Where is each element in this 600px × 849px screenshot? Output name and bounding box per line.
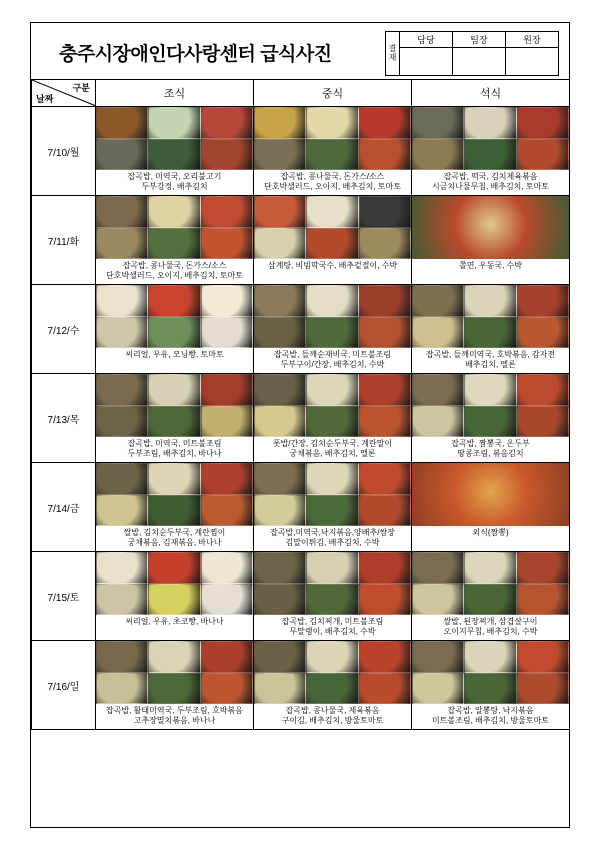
tray-compartment-3	[201, 196, 253, 228]
approval-sign-box-1	[453, 48, 506, 76]
tray-compartment-5	[148, 139, 200, 171]
tray-compartment-2	[464, 552, 516, 584]
menu-text-lunch	[254, 170, 411, 195]
tray-compartment-2	[306, 107, 358, 139]
tray-compartment-2	[464, 107, 516, 139]
menu-text-line-1: 잡곡밥, 활태미역국, 두부조림, 호박볶음	[106, 706, 243, 715]
menu-text-line-1: 잡곡밥, 미역국, 미트볼조림	[127, 439, 222, 448]
meal-cell-dinner	[412, 107, 570, 196]
tray-compartment-5	[306, 673, 358, 705]
meal-photo-dinner-row-1	[412, 107, 569, 170]
row-date-cell: 7/10/월	[32, 107, 96, 196]
meal-cell-breakfast	[96, 196, 254, 285]
tray-compartment-1	[96, 552, 148, 584]
approval-side-char-1: 결	[388, 43, 397, 53]
tray-compartment-6	[359, 584, 411, 616]
meal-cell-dinner	[412, 463, 570, 552]
tray-compartment-3	[201, 374, 253, 406]
meal-cell-lunch	[254, 641, 412, 730]
menu-text-line-1: 잡곡밥,미역국,낙지볶음,양배추/쌈장	[270, 528, 395, 537]
tray-compartment-5	[464, 673, 516, 705]
tray-compartment-1	[254, 552, 306, 584]
table-header-row	[32, 80, 570, 107]
corner-label-category: 구분	[72, 83, 90, 93]
table-row	[32, 552, 570, 641]
tray-compartment-3	[201, 552, 253, 584]
tray-compartment-2	[464, 374, 516, 406]
menu-text-line-2: 두부강정, 배추김치	[141, 182, 208, 191]
menu-text-line-1: 삼계탕, 비빔막국수, 배추겉절이, 수박	[267, 261, 398, 270]
meal-photo-dinner-row-4	[412, 374, 569, 437]
tray-compartment-4	[412, 139, 464, 171]
menu-text-breakfast	[96, 526, 253, 551]
meal-photo-tray	[254, 196, 411, 259]
tray-compartment-5	[148, 584, 200, 616]
menu-text-line-1: 씨리얼, 우유, 초코빵, 바나나	[125, 617, 224, 626]
tray-compartment-4	[254, 406, 306, 438]
menu-text-line-2: 단호박샐러드, 오이지, 배추김치, 토마토	[264, 182, 401, 191]
tray-compartment-2	[148, 196, 200, 228]
meal-photo-lunch-row-7	[254, 641, 411, 704]
tray-compartment-1	[96, 196, 148, 228]
meal-photo-tray	[412, 641, 569, 704]
meal-photo-lunch-row-4	[254, 374, 411, 437]
menu-text-line-2: 미트볼조림, 배추김치, 방울토마토	[431, 716, 550, 725]
menu-text-breakfast	[96, 348, 253, 373]
column-header-dinner: 석식	[412, 80, 570, 107]
meal-table-body	[32, 107, 570, 730]
tray-compartment-4	[96, 228, 148, 260]
meal-photo-tray	[96, 374, 253, 437]
tray-compartment-4	[254, 673, 306, 705]
meal-photo-breakfast-row-5	[96, 463, 253, 526]
tray-compartment-5	[306, 584, 358, 616]
tray-compartment-3	[517, 374, 569, 406]
meal-cell-dinner	[412, 552, 570, 641]
menu-text-line-1: 잡곡밥, 짬뽕국, 온두부	[451, 439, 530, 448]
tray-compartment-6	[359, 228, 411, 260]
meal-photo-dinner-row-7	[412, 641, 569, 704]
tray-compartment-3	[359, 641, 411, 673]
tray-compartment-1	[412, 107, 464, 139]
menu-text-lunch	[254, 348, 411, 373]
row-date-cell: 7/16/일	[32, 641, 96, 730]
meal-photo-tray	[96, 285, 253, 348]
tray-compartment-3	[201, 463, 253, 495]
menu-text-dinner	[412, 259, 569, 284]
menu-text-line-1: 씨리얼, 우유, 모닝빵, 토마토	[125, 350, 224, 359]
meal-cell-breakfast	[96, 463, 254, 552]
corner-label-date: 날짜	[36, 94, 54, 104]
sheet-header	[31, 23, 569, 79]
menu-text-breakfast	[96, 437, 253, 462]
menu-text-line-2: 땅콩조림, 볶음김치	[457, 449, 524, 458]
row-date-cell: 7/15/토	[32, 552, 96, 641]
tray-compartment-4	[254, 584, 306, 616]
meal-photo-tray	[96, 463, 253, 526]
tray-compartment-5	[306, 406, 358, 438]
menu-text-line-1: 잡곡밥, 들깨순재비국, 미트볼조림	[273, 350, 392, 359]
tray-compartment-6	[359, 406, 411, 438]
tray-compartment-3	[201, 285, 253, 317]
row-date-cell: 7/12/수	[32, 285, 96, 374]
tray-compartment-2	[464, 641, 516, 673]
tray-compartment-3	[517, 107, 569, 139]
menu-text-line-1: 잡곡밥, 들깨미역국, 호박볶음, 감자전	[425, 350, 556, 359]
tray-compartment-1	[254, 196, 306, 228]
menu-text-line-1: 잡곡밥, 알뽕탕, 낙지볶음	[447, 706, 534, 715]
tray-compartment-6	[359, 495, 411, 527]
tray-compartment-2	[148, 552, 200, 584]
menu-text-breakfast	[96, 259, 253, 284]
meal-photo-lunch-row-3	[254, 285, 411, 348]
menu-text-line-2: 고추장멸치볶음, 바나나	[133, 716, 216, 725]
meal-cell-lunch	[254, 285, 412, 374]
tray-compartment-3	[359, 196, 411, 228]
menu-text-line-1: 잡곡밥, 미역국, 오리불고기	[127, 172, 222, 181]
tray-compartment-4	[96, 317, 148, 349]
meal-photo-lunch-row-5	[254, 463, 411, 526]
tray-compartment-6	[359, 317, 411, 349]
tray-compartment-5	[306, 139, 358, 171]
meal-cell-lunch	[254, 463, 412, 552]
tray-compartment-4	[254, 495, 306, 527]
tray-compartment-5	[148, 495, 200, 527]
menu-text-line-2: 궁채볶음, 배추김치, 멜론	[289, 449, 376, 458]
meal-photo-lunch-row-6	[254, 552, 411, 615]
meal-photo-lunch-row-2	[254, 196, 411, 259]
approval-sign-box-0	[400, 48, 453, 76]
menu-text-line-2: 오이지무침, 배추김치, 수박	[443, 627, 538, 636]
column-header-breakfast: 조식	[96, 80, 254, 107]
tray-compartment-5	[464, 139, 516, 171]
meal-photo-dinner-row-3	[412, 285, 569, 348]
tray-compartment-6	[517, 406, 569, 438]
menu-text-dinner	[412, 437, 569, 462]
tray-compartment-2	[306, 196, 358, 228]
tray-compartment-4	[412, 406, 464, 438]
tray-compartment-6	[517, 673, 569, 705]
table-row	[32, 196, 570, 285]
menu-text-breakfast	[96, 170, 253, 195]
approval-sign-box-2	[506, 48, 559, 76]
meal-photo-breakfast-row-4	[96, 374, 253, 437]
menu-text-line-2: 두부조림, 배추김치, 바나나	[127, 449, 222, 458]
menu-text-line-1: 잡곡밥, 김치찌개, 미트볼조림	[281, 617, 384, 626]
tray-compartment-3	[201, 107, 253, 139]
tray-compartment-5	[148, 673, 200, 705]
menu-text-line-2: 김말이튀김, 배추김치, 수박	[285, 538, 380, 547]
menu-text-line-2: 배추김치, 멜론	[465, 360, 516, 369]
meal-cell-breakfast	[96, 552, 254, 641]
menu-text-lunch	[254, 437, 411, 462]
menu-text-line-1: 잡곡밥, 떡국, 김치제육볶음	[443, 172, 538, 181]
tray-compartment-5	[306, 228, 358, 260]
meal-photo-tray	[254, 374, 411, 437]
tray-compartment-5	[464, 317, 516, 349]
meal-photo-tray	[254, 285, 411, 348]
tray-compartment-6	[359, 673, 411, 705]
meal-cell-dinner	[412, 374, 570, 463]
tray-compartment-4	[96, 673, 148, 705]
meal-photo-tray	[412, 374, 569, 437]
table-row	[32, 107, 570, 196]
tray-compartment-4	[254, 317, 306, 349]
meal-cell-lunch	[254, 374, 412, 463]
meal-cell-breakfast	[96, 374, 254, 463]
tray-compartment-2	[306, 463, 358, 495]
meal-photo-sheet	[30, 22, 570, 828]
meal-photo-tray	[96, 107, 253, 170]
meal-cell-breakfast	[96, 641, 254, 730]
menu-text-dinner	[412, 704, 569, 729]
tray-compartment-3	[201, 641, 253, 673]
meal-photo-tray	[412, 552, 569, 615]
menu-text-lunch	[254, 704, 411, 729]
tray-compartment-2	[148, 107, 200, 139]
tray-compartment-5	[148, 406, 200, 438]
meal-photo-breakfast-row-6	[96, 552, 253, 615]
tray-compartment-4	[96, 139, 148, 171]
meal-cell-breakfast	[96, 107, 254, 196]
tray-compartment-5	[148, 228, 200, 260]
tray-compartment-2	[148, 374, 200, 406]
tray-compartment-1	[412, 285, 464, 317]
tray-compartment-1	[96, 107, 148, 139]
meal-photo-tray	[254, 641, 411, 704]
page-title: 충주시장애인다사랑센터 급식사진	[59, 44, 332, 65]
tray-compartment-1	[254, 107, 306, 139]
menu-text-lunch	[254, 615, 411, 640]
tray-compartment-3	[359, 285, 411, 317]
meal-photo-breakfast-row-1	[96, 107, 253, 170]
tray-compartment-3	[517, 552, 569, 584]
menu-text-dinner	[412, 615, 569, 640]
tray-compartment-6	[201, 228, 253, 260]
tray-compartment-3	[517, 285, 569, 317]
menu-text-line-1: 폿밥/간장, 김치순두부국, 계란말이	[272, 439, 393, 448]
menu-text-line-2: 단호박샐러드, 오이지, 배추김치, 토마토	[106, 271, 243, 280]
meal-photo-tray	[412, 107, 569, 170]
tray-compartment-2	[306, 285, 358, 317]
tray-compartment-6	[201, 495, 253, 527]
tray-compartment-2	[306, 552, 358, 584]
tray-compartment-6	[201, 317, 253, 349]
tray-compartment-5	[306, 317, 358, 349]
approval-col-head-1: 팀장	[453, 32, 506, 48]
meal-photo-breakfast-row-7	[96, 641, 253, 704]
tray-compartment-1	[412, 552, 464, 584]
tray-compartment-4	[96, 495, 148, 527]
tray-compartment-5	[464, 406, 516, 438]
tray-compartment-1	[412, 641, 464, 673]
approval-col-head-2: 원장	[506, 32, 559, 48]
tray-compartment-1	[254, 641, 306, 673]
corner-header-cell	[32, 80, 96, 107]
tray-compartment-5	[464, 584, 516, 616]
tray-compartment-3	[517, 641, 569, 673]
tray-compartment-2	[464, 285, 516, 317]
menu-text-dinner	[412, 170, 569, 195]
tray-compartment-1	[96, 374, 148, 406]
meal-cell-dinner	[412, 641, 570, 730]
tray-compartment-6	[517, 139, 569, 171]
tray-compartment-4	[254, 139, 306, 171]
menu-text-line-1: 쫄면, 우동국, 수박	[459, 261, 522, 270]
meal-photo-dinner-row-6	[412, 552, 569, 615]
meal-photo-breakfast-row-3	[96, 285, 253, 348]
tray-compartment-1	[254, 374, 306, 406]
menu-text-dinner	[412, 348, 569, 373]
tray-compartment-1	[412, 374, 464, 406]
tray-compartment-6	[201, 673, 253, 705]
menu-text-dinner	[412, 526, 569, 551]
tray-compartment-6	[517, 317, 569, 349]
menu-text-breakfast	[96, 704, 253, 729]
meal-cell-lunch	[254, 107, 412, 196]
approval-col-head-0: 담당	[400, 32, 453, 48]
tray-compartment-4	[254, 228, 306, 260]
tray-compartment-1	[96, 641, 148, 673]
menu-text-line-2: 구이김, 배추김치, 방울토마토	[281, 716, 384, 725]
menu-text-line-2: 궁채볶음, 김재볶음, 바나나	[127, 538, 222, 547]
row-date-cell: 7/11/화	[32, 196, 96, 285]
tray-compartment-2	[148, 285, 200, 317]
menu-text-line-2: 두부구이/간장, 배추김치, 수박	[280, 360, 385, 369]
tray-compartment-4	[412, 317, 464, 349]
tray-compartment-5	[148, 317, 200, 349]
menu-text-lunch	[254, 259, 411, 284]
table-row	[32, 463, 570, 552]
approval-side-char-2: 재	[388, 52, 397, 62]
tray-compartment-2	[306, 641, 358, 673]
tray-compartment-6	[517, 584, 569, 616]
menu-text-breakfast	[96, 615, 253, 640]
menu-text-lunch	[254, 526, 411, 551]
menu-text-line-1: 잡곡밥, 콩나물국, 제육볶음	[285, 706, 380, 715]
tray-compartment-1	[96, 463, 148, 495]
tray-compartment-4	[96, 584, 148, 616]
tray-compartment-1	[254, 463, 306, 495]
meal-photo-tray	[96, 552, 253, 615]
column-header-lunch: 중식	[254, 80, 412, 107]
tray-compartment-1	[96, 285, 148, 317]
meal-photo-dinner-row-5	[412, 463, 569, 526]
tray-compartment-5	[306, 495, 358, 527]
menu-text-line-1: 쌀밥, 김치순두부국, 계란찜이	[123, 528, 226, 537]
meal-photo-dish	[412, 463, 569, 526]
meal-photo-tray	[254, 463, 411, 526]
meal-photo-tray	[96, 196, 253, 259]
tray-compartment-4	[412, 673, 464, 705]
meal-cell-lunch	[254, 196, 412, 285]
menu-text-line-1: 외식(짬뽕)	[472, 528, 509, 537]
tray-compartment-3	[359, 463, 411, 495]
tray-compartment-3	[359, 552, 411, 584]
menu-text-line-1: 쌀밥, 된장찌개, 삼겹살구이	[443, 617, 538, 626]
meal-photo-dish	[412, 196, 569, 259]
menu-text-line-2: 시금치나물무침, 배추김치, 토마토	[431, 182, 550, 191]
approval-stamp-table	[385, 31, 559, 76]
approval-side-label	[386, 32, 400, 76]
tray-compartment-3	[359, 107, 411, 139]
meal-table	[31, 79, 570, 730]
meal-photo-breakfast-row-2	[96, 196, 253, 259]
tray-compartment-2	[148, 641, 200, 673]
tray-compartment-4	[96, 406, 148, 438]
menu-text-line-1: 잡곡밥, 콩나물국, 돈가스/소스	[122, 261, 227, 270]
tray-compartment-6	[359, 139, 411, 171]
menu-text-line-1: 잡곡밥, 콩나물국, 돈가스/소스	[280, 172, 385, 181]
meal-cell-dinner	[412, 196, 570, 285]
menu-text-line-2: 무말랭이, 배추김치, 수박	[289, 627, 376, 636]
tray-compartment-6	[201, 139, 253, 171]
tray-compartment-4	[412, 584, 464, 616]
meal-cell-dinner	[412, 285, 570, 374]
tray-compartment-2	[148, 463, 200, 495]
meal-photo-tray	[412, 285, 569, 348]
table-row	[32, 374, 570, 463]
table-row	[32, 641, 570, 730]
tray-compartment-6	[201, 584, 253, 616]
meal-photo-tray	[96, 641, 253, 704]
meal-photo-dinner-row-2	[412, 196, 569, 259]
meal-cell-lunch	[254, 552, 412, 641]
row-date-cell: 7/13/목	[32, 374, 96, 463]
row-date-cell: 7/14/금	[32, 463, 96, 552]
tray-compartment-3	[359, 374, 411, 406]
meal-cell-breakfast	[96, 285, 254, 374]
meal-photo-tray	[254, 107, 411, 170]
table-row	[32, 285, 570, 374]
tray-compartment-1	[254, 285, 306, 317]
meal-photo-lunch-row-1	[254, 107, 411, 170]
meal-photo-tray	[254, 552, 411, 615]
tray-compartment-6	[201, 406, 253, 438]
tray-compartment-2	[306, 374, 358, 406]
